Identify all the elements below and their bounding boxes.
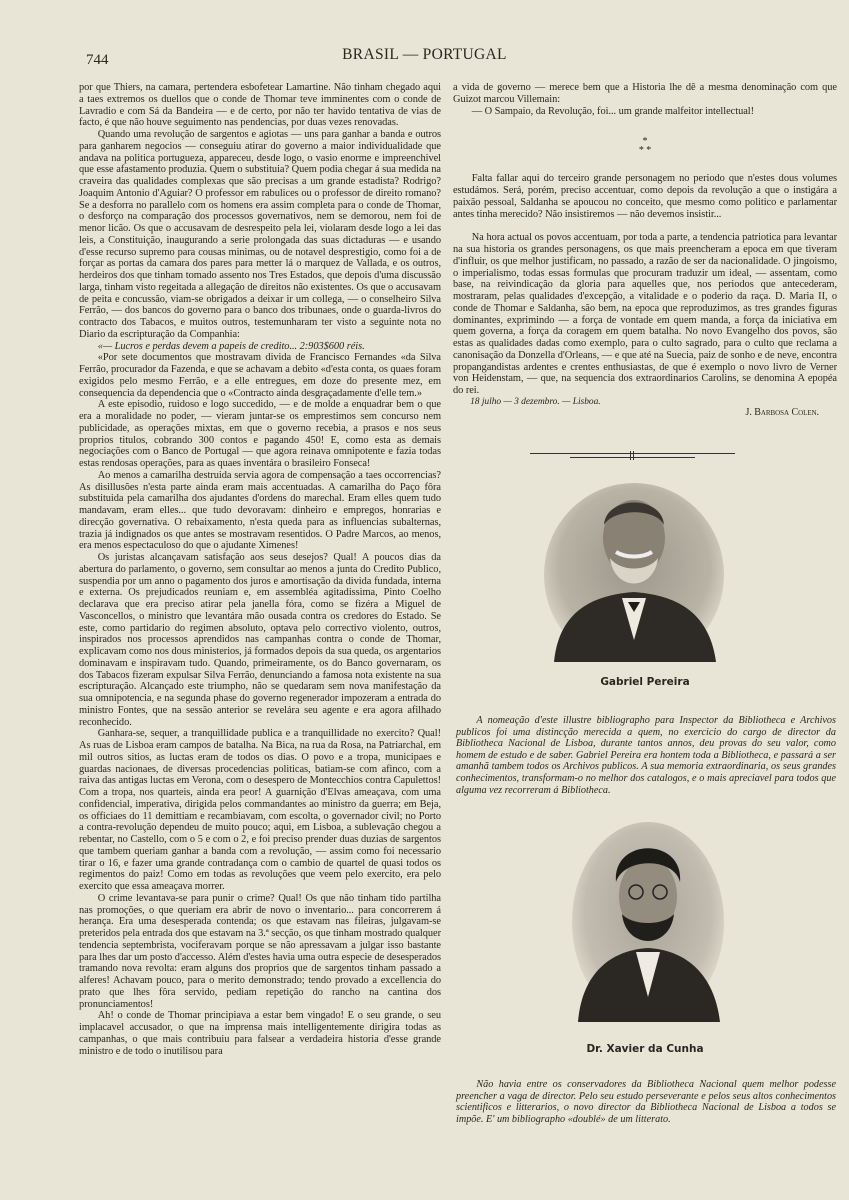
sampaio-quote: — O Sampaio, da Revolução, foi... um grande malfeitor intellectual! (471, 105, 755, 117)
portrait-description: Não havia entre os conservadores da Bibliotheca Nacional quem melhor podesse preencher a vaga de director. Pelo seu estudo perseverante e pelos seus altos conhecimentos scientificos e litterarios, o novo director da Bibliotheca Nacional de Lisboa a todos se impõe. E' um bibliographo «doublé» de um litterato. (456, 1079, 836, 1125)
portrait-xavier-da-cunha (572, 822, 724, 1022)
article-paragraph: Os juristas alcançavam satisfação aos seus desejos? Qual! A poucos dias da abertura do parlamento, o governo, sem consultar ao menos a junta do Credito Publico, suspendia por um anno o pagamento dos juros e amortisação da divida fundada, interna e externa. Os prejudicados reuniam e, em assembléa agitadissima, Pinto Coelho declarava que era preciso atirar pela janella fóra, como se fizéra a Miguel de Vasconcellos, o ministro que levantára mão ousada contra os credores do Estado. Se este, como partidario do regimen absoluto, optava pelo correctivo violento, outros, inspirados nos processos aprendidos nas campanhas contra o conde de Thomar, explicavam como nos dous ministerios, já formados depois da sua queda, os argentarios dominavam e inspiravam tudo. Quando, primeiramente, os do Banco governaram, os dos Tabacos fizeram expulsar Silva Ferrão, denunciando a famosa nota existente na sua escripturação. Alcançado este triumpho, não se quedaram sem nova manifestação da sua omnipotencia, e na segunda phase do governo regenerador impozeram a entrada do ministro Fontes, que na sessão anterior se revelára seu agente e era agora afilhado reconhecido. (79, 552, 441, 728)
article-paragraph: O crime levantava-se para punir o crime? Qual! Os que não tinham tido partilha nas promoções, o que queriam era abrir de novo o inventario... para concorrerem á herança. Era uma desesperada contenda; os que estavam nas fileiras, julgavam-se preteridos pela entrada dos que estavam na 3.ª secção, os que tinham mostrado qualquer tendencia septembrista, vociferavam porque se não apressavam a julgar isso bastante para lhes dar um posto d'accesso. Além d'estes havia uma outra especie de desesperados tramando nova revolta: eram alguns dos proprios que de sargentos tinham passado a alferes! Achavam pouco, para o merito demonstrado; tendo provado a excellencia do prato que lhes fôra servido, pediam repetição do rancho na cantina dos pronunciamentos! (79, 892, 441, 1010)
article-paragraph: Ganhara-se, sequer, a tranquillidade publica e a tranquillidade no exercito? Qual! As ruas de Lisboa eram campos de batalha. Na Bica, na rua da Rosa, na Patriarchal, em mil outros sitios, as luctas eram de todos os dias. O povo e a tropa, municipaes e guardas nacionaes, de diversas procedencias politicas, batiam-se com afinco, com a raiva das antigas luctas em Verona, com o desespero de Montecchios contra Capulettos! Com a tropa, nos quarteis, ainda era peor! A guarnição d'Elvas ameaçava, com uma confidencial, imperativa, dirigida pelos commandantes ao ministro da guerra; em Beja, os officiaes do 11 demittiam e recambiavam, com escolta, o governador civil; no Porto a contra-revolução dependeu de muito pouco; aqui, em Lisboa, a sublevação chegou a rebentar, no Castello, com o 5 e com o 2, e foi preciso prender duas duzias de sargentos que tambem queriam ganhar a banda com a revolução, — assim como foi necessario tirar o 16, e fazer uma grande contradança com o cambio de quartel de quasi todos os regimentos do paiz! Como em todas as revoluções que veem pelo exercito, era pelo exercito que essa ameaçava morrer. (79, 728, 441, 892)
portrait-gabriel-pereira (544, 480, 724, 662)
section-break-asterism (453, 137, 837, 155)
page-number: 744 (86, 52, 109, 68)
portrait-description: A nomeação d'este illustre bibliographo para Inspector da Bibliotheca e Archivos publicos foi uma distincção merecida a quem, no exercicio do cargo de director da Bibliotheca Nacional de Lisboa, durante tantos annos, deu provas do seu valor, como homem de estudo e de saber. Gabriel Pereira era hontem toda a Bibliotheca, e passará a ser amanhã tambem todos os Archivos publicos. A sua memoria extraordinaria, os seus grandes conhecimentos, transformam-o no melhor dos catalogos, e o mais apreciavel para todos que alguma vez recorreram á Bibliotheca. (456, 715, 836, 796)
dateline: 18 julho — 3 dezembro. — Lisboa. (470, 396, 601, 407)
portrait-caption: Gabriel Pereira (600, 676, 690, 688)
author-signature: J. Barbosa Colen. (745, 406, 819, 418)
article-paragraph: «Por sete documentos que mostravam divida de Francisco Fernandes «da Silva Ferrão, procurador da Fazenda, e que se achavam a debito «d'esta conta, os quaes foram exigidos pelo mesmo Ferrão, e a elle entregues, em doze do presente mez, em consequencia da dependencia que o «Contracto ainda desgraçadamente d'elle tem.» (79, 352, 441, 399)
running-title: BRASIL — PORTUGAL (342, 46, 507, 63)
article-paragraph: Ao menos a camarilha destruida servia agora de compensação a taes occorrencias? As disillusões n'esta parte ainda eram mais accentuadas. A camarilha do Paço fôra substituida pela camarilha dos ajudantes d'ordens do marechal. Eram elles quem tudo mandavam, eram elles... que tudo devoravam: dinheiro e empregos, honrarias e direcção governativa. O rebaixamento, n'esta queda para as influencias subalternas, trazia já indignados os que antes se mostravam resentidos. O Padre Marcos, ao menos, era menos espectaculoso do que o ajudante Ximenes! (79, 469, 441, 552)
article-paragraph: A este episodio, ruidoso e logo succedido, — e de molde a enquadrar bem o que era a moralidade no poder, — vieram juntar-se os emprestimos sem concurso nem publicidade, as operações mixtas, em que o governo recebia, a prasos e nos seus proprios titulos, cobrando 300 contos e pagando 450! E, como esta as demais negociações com o Banco de Portugal — que agora reinava omnipotente e fazia todas estas rendosas operações, para as quaes inventára o brasileiro Fonseca! (79, 399, 441, 469)
left-column-article (79, 82, 441, 1057)
article-continuation: a vida de governo — merece bem que a Historia lhe dê a mesma denominação com que Guizot marcou Villemain: (453, 82, 837, 105)
article-paragraph: por que Thiers, na camara, pertendera esbofetear Lamartine. Não tinham chegado aqui a taes extremos os duellos que o conde de Thomar teve imminentes com o conde de Lavradio e com Sá da Bandeira — e de certo, por não ter havido tentativa de vias de facto, é que não houve seguimento nas pendencias, por duas vezes renovadas. (79, 82, 441, 129)
article-paragraph: Quando uma revolução de sargentos e agiotas — uns para ganhar a banda e outros para ganharem negocios — conseguiu atirar do governo a maior individualidade que andava na politica portugueza, appareceu, desde logo, o vasio enorme e impreenchivel que esse afastamento produzia. Quem o substituia? Quem podia chegar á sua medida na craveira das qualidades complexas que são precisas a um grande estadista? Rodrigo? Joaquim Antonio d'Aguiar? O professor em rabulices ou o professor de direito romano? Se a desforra no parallelo com os homens era assim completa para o conde de Thomar, o desforço na comparação dos processos governativos, nem se demorou, nem foi de menor licão. Os que o accusavam de desrespeito pela lei, violaram desde logo a lei das leis, a Constituição, inaugurando a serie prolongada das suas dictaduras — e usando d'esse recurso supremo para cousas minimas, ou de notavel desprestigio, como foi a de forçar as portas da camara dos pares para metter lá o marquez de Vallada, e os outros, herdeiros dos que tinham tomado assento nos Tres Estados, que depois d'uma discussão larga, tinham visto regeitada a allegação de direitos não existentes. Os que o accusavam de peita e concussão, viam-se obrigados a deixar ir um collega, — o conselheiro Silva Ferrão, — dos bancos do governo para o banco dos tribunaes, onde o guarda-livros do contracto dos Tabacos, e muitos outros, testemunharam ter visto a seguinte nota no Diario da escripturação da Companhia: (79, 129, 441, 340)
asterism-bottom: * * (638, 145, 652, 157)
portrait-caption: Dr. Xavier da Cunha (586, 1043, 704, 1055)
article-paragraph: «— Lucros e perdas devem a papeis de credito... 2:903$600 réis. (97, 340, 365, 352)
article-paragraph: Falta fallar aqui do terceiro grande personagem no periodo que n'estes dous volumes estudámos. Será, porém, preciso accentuar, como depois da revolução a que o instigára a paixão pessoal, Saldanha se apoucou no conceito, que mesmo como politico e parlamentar antes tinha merecido? Não insistiremos — não devemos insistir... (453, 173, 837, 220)
article-paragraph: Ah! o conde de Thomar principiava a estar bem vingado! E o seu grande, o seu implacavel accusador, o que na imprensa mais intelligentemente dirigira todas as campanhas, o que mais contribuiu para falsear a verdadeira historia d'esse grande ministro e de todo o inutilisou para (79, 1010, 441, 1057)
ornamental-divider (530, 452, 735, 460)
right-column-article (453, 82, 837, 418)
article-paragraph: Na hora actual os povos accentuam, por toda a parte, a tendencia patriotica para levantar na sua historia os grandes personagens, os que mais preencheram a epoca em que tiveram d'influir, os que melhor justificam, no passado, a razão de ser da nacionalidade. O jingoismo, o imperialismo, todas essas formulas que procuram traduzir um ideal, — assentam, como base, na reivindicação da gloria para aquelles que, nos periodos que antecederam, mostraram, pelas qualidades d'excepção, a vitalidade e o poderio da raça. D. Maria II, o conde de Thomar e Saldanha, são bem, na epoca que reproduzimos, as tres grandes figuras dominantes, exprimindo — a força de vontade em quem manda, a força da iniciativa em quem governa, a força da coragem em quem batalha. No novo Evangelho dos povos, são estas as qualidades dadas como exemplo, para o culto sagrado, para o culto que reclama a canonisação da Donzella d'Orleans, — e que até na Suecia, paiz de sonho e de neve, encontra propangandistas ardentes e crentes enthusiastas, de que é exemplo o novo livro de Verner von Heidenstam, — que, na sequencia dos extraordinarios Carolins, se denomina A epopéa do rei. (453, 232, 837, 396)
asterism-top: * (642, 136, 648, 148)
